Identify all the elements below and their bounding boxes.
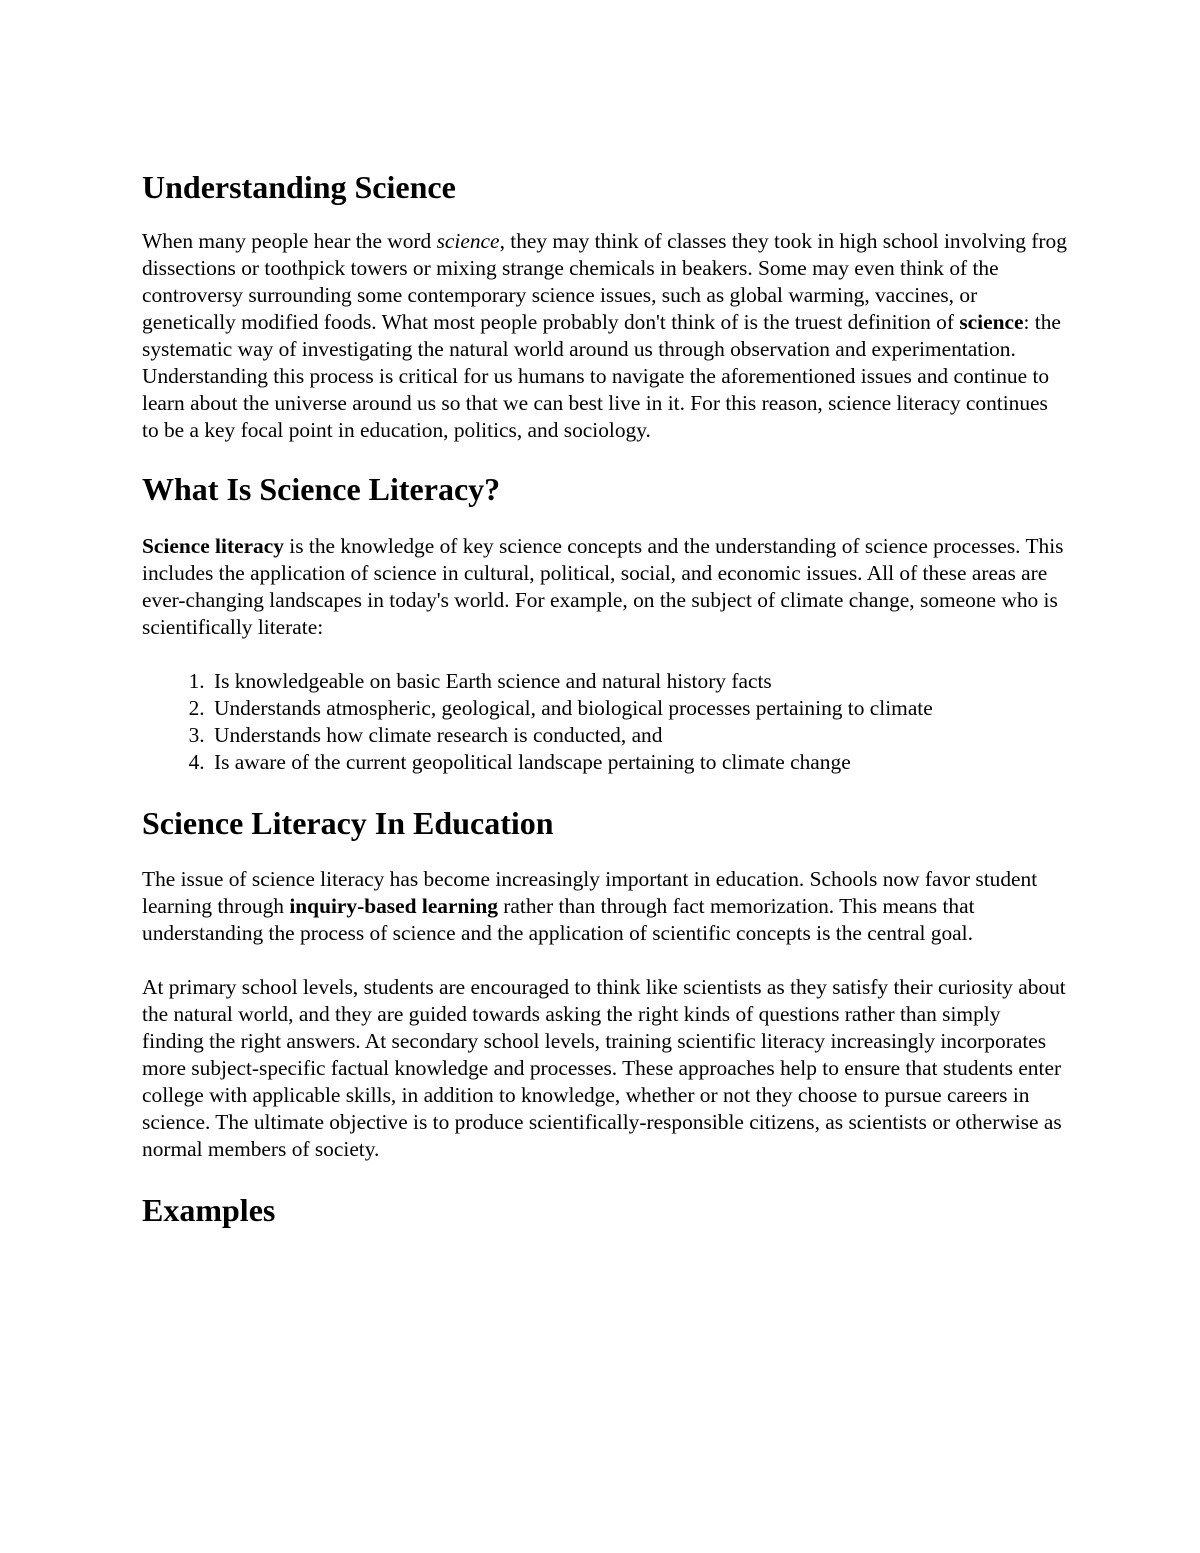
list-item: 3. Understands how climate research is conducted, and bbox=[210, 722, 1067, 749]
intro-text-3: : the systematic way of investigating the natural world around us through observation and experimentation. Understanding this process is critical for us humans to navigate the aforementioned issues and continue to learn about the universe around us so that we can best live in it. For this reason, science literacy continues to be a key focal point in education, politics, and sociology. bbox=[142, 310, 1061, 443]
intro-paragraph bbox=[142, 228, 1067, 444]
inquiry-based-learning-term: inquiry-based learning bbox=[289, 894, 498, 919]
section-heading-science-literacy: What Is Science Literacy? bbox=[142, 471, 501, 508]
list-item: 2. Understands atmospheric, geological, and biological processes pertaining to climate bbox=[210, 695, 1067, 722]
education-paragraph-2: At primary school levels, students are encouraged to think like scientists as they satisfy their curiosity about the natural world, and they are guided towards asking the right kinds of questions rather than simply finding the right answers. At secondary school levels, training scientific literacy increasingly incorporates more subject-specific factual knowledge and processes. These approaches help to ensure that students enter college with applicable skills, in addition to knowledge, whether or not they choose to pursue careers in science. The ultimate objective is to produce scientifically-responsible citizens, as scientists or otherwise as normal members of society. bbox=[142, 975, 1066, 1162]
intro-text-1: When many people hear the word bbox=[142, 229, 437, 254]
education-text-2: rather than through fact memorization. This means that understanding the process of science and the application of scientific concepts is the central goal. bbox=[142, 894, 975, 946]
science-literacy-paragraph bbox=[142, 533, 1067, 641]
science-literacy-text: is the knowledge of key science concepts and the understanding of science processes. This includes the application of science in cultural, political, social, and economic issues. All of these areas are ever-changing landscapes in today's world. For example, on the subject of climate change, someone who is scientifically literate: bbox=[142, 533, 1064, 639]
section-heading-examples: Examples bbox=[142, 1192, 276, 1229]
list-item: 1. Is knowledgeable on basic Earth science and natural history facts bbox=[210, 668, 1067, 695]
intro-bold-term: science bbox=[959, 310, 1024, 335]
intro-text-2: , they may think of classes they took in high school involving frog dissections or toothpick towers or mixing strange chemicals in beakers. Some may even think of the controversy surrounding some contemporary science issues, such as global warming, vaccines, or genetically modified foods. What most people probably don't think of is the truest definition of bbox=[142, 229, 1067, 335]
literacy-criteria-list bbox=[142, 668, 1067, 776]
document-page bbox=[142, 168, 1067, 1254]
intro-italic-term: science bbox=[436, 229, 500, 254]
list-item: 4. Is aware of the current geopolitical landscape pertaining to climate change bbox=[210, 749, 1067, 776]
education-text-1: The issue of science literacy has become increasingly important in education. Schools now favor student learning through bbox=[142, 867, 1038, 919]
education-paragraph-1 bbox=[142, 866, 1067, 947]
science-literacy-term: Science literacy bbox=[142, 533, 284, 558]
section-heading-education: Science Literacy In Education bbox=[142, 804, 554, 841]
document-title: Understanding Science bbox=[142, 169, 456, 205]
